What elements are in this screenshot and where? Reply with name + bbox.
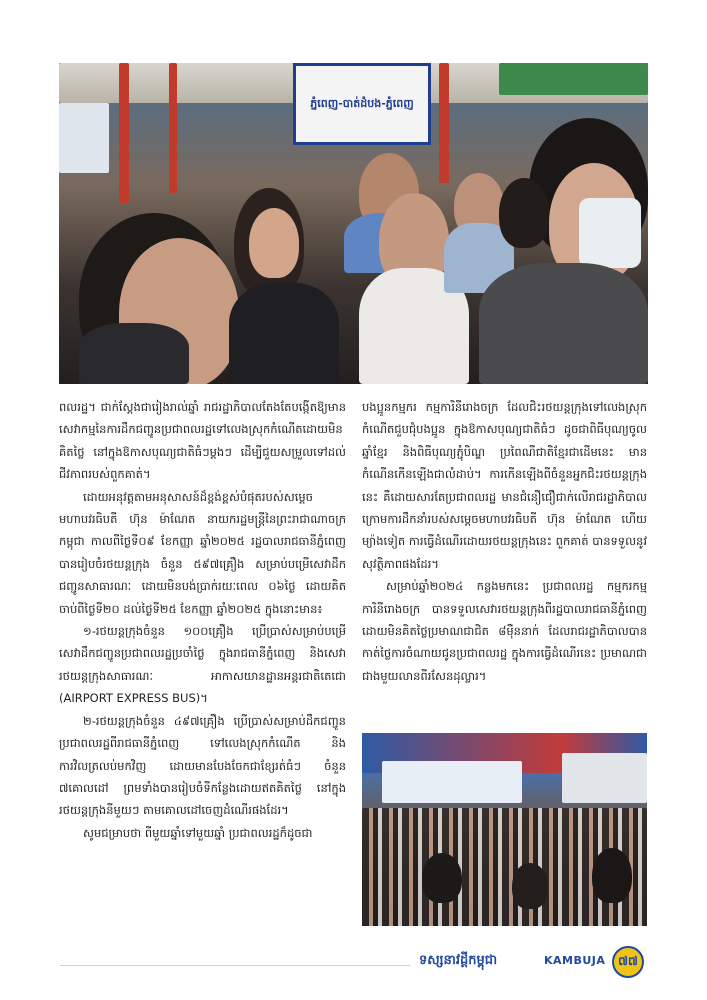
- left-paragraph-1: ពលរដ្ឋ។ ជាក់ស្តែងជារៀងរាល់ឆ្នាំ រាជរដ្ឋាភិបាលតែងតែបង្កើតឱ្យមានសេវាកម្មនៃការដឹកជញ្ជូនប្រជាពលរដ្ឋទៅលេងស្រុកកំណើតដោយមិនគិតថ្លៃ នៅក្នុងឱកាសបុណ្យជាតិធំៗម្តងៗ ដើម្បីជួយសម្រួលទៅដល់ជីវភាពរបស់ពួកគាត់។: [59, 400, 346, 482]
- banner-text: ភ្នំពេញ-បាត់ដំបង-ភ្នំពេញ: [310, 97, 414, 110]
- left-text-column: [59, 396, 346, 844]
- magazine-name: ទស្សនាវដ្តីកម្ពុជា: [419, 953, 498, 968]
- event-banner: [293, 63, 431, 145]
- right-paragraph-1: បងប្អូនកម្មករ កម្មការិនីរោងចក្រ ដែលជិះរថយន្តក្រុងទៅលេងស្រុកកំណើតជួបជុំបងប្អូន ក្នុងឱកាសបុណ្យជាតិធំៗ ដូចជាពិធីបុណ្យចូលឆ្នាំខ្មែរ និងពិធីបុណ្យភ្ជុំបិណ្ឌ ប្រពៃណីជាតិខ្មែរជាដើមនេះ មានកំណើនកើនឡើងជាលំដាប់។ ការកើនឡើងពីចំនួនអ្នកជិះរថយន្តក្រុងនេះ គឺដោយសារតែប្រជាពលរដ្ឋ មានជំនឿជឿជាក់លើរាជរដ្ឋាភិបាល ក្រោមការដឹកនាំរបស់សម្តេចមហាបវរធិបតី ហ៊ុន ម៉ាណែត ហើយម្យ៉ាងទៀត ការធ្វើដំណើរដោយរថយន្តក្រុងនេះ ពួកគាត់ បានទទួលនូវសុវត្ថិភាពផងដែរ។: [362, 400, 647, 571]
- left-paragraph-2: ដោយអនុវត្តតាមអនុសាសន៍ដ៏ខ្ពង់ខ្ពស់បំផុតរបស់សម្តេចមហាបវរធិបតី ហ៊ុន ម៉ាណែត នាយករដ្ឋមន្ត្រីនៃព្រះរាជាណាចក្រកម្ពុជា កាលពីថ្ងៃទី០៩ ខែកញ្ញា ឆ្នាំ២០២៥ រដ្ឋបាលរាជធានីភ្នំពេញ បានរៀបចំរថយន្តក្រុង ចំនួន ៥៩៧គ្រឿង សម្រាប់បម្រើសេវាដឹកជញ្ជូនសាធារណៈ ដោយមិនបង់ប្រាក់រយៈពេល ០៦ថ្ងៃ ដោយគិតចាប់ពីថ្ងៃទី២០ ដល់ថ្ងៃទី២៥ ខែកញ្ញា ឆ្នាំ២០២៥ ក្នុងនោះមាន៖: [59, 489, 346, 616]
- right-paragraph-2: សម្រាប់ឆ្នាំ២០២៤ កន្លងមកនេះ ប្រជាពលរដ្ឋ កម្មករកម្មការិនីរោងចក្រ បានទទួលសេវារថយន្តក្រុងពីរដ្ឋបាលរាជធានីភ្នំពេញ ដោយមិនគិតថ្លៃប្រមាណជាជិត ៨ម៉ឺននាក់ ដែលរាជរដ្ឋាភិបាលបានកាត់ថ្លៃការចំណាយជូនប្រជាពលរដ្ឋ ក្នុងការធ្វើដំណើរនេះ ប្រមាណជាជាងមួយលានពីរសែនដុល្លារ។: [362, 579, 647, 683]
- page-number-text: ៧៧: [618, 954, 638, 968]
- left-paragraph-5: សូមជម្រាបថា ពីមួយឆ្នាំទៅមួយឆ្នាំ ប្រជាពលរដ្ឋក៏ដូចជា: [83, 825, 313, 840]
- page-footer: [0, 940, 707, 1000]
- left-paragraph-3: ១-រថយន្តក្រុងចំនួន ១០០គ្រឿង ប្រើប្រាស់សម្រាប់បម្រើសេវាដឹកជញ្ជូនប្រជាពលរដ្ឋប្រចាំថ្ងៃ ក្នុងរាជធានីភ្នំពេញ និងសេវារថយន្តក្រុងសាធារណៈ អាកាសយានដ្ឋានអន្តរជាតិតេជោ (AIRPORT EXPRESS BUS)។: [59, 624, 346, 706]
- brand-name: KAMBUJA: [544, 954, 606, 967]
- left-paragraph-4: ២-រថយន្តក្រុងចំនួន ៤៩៧គ្រឿង ប្រើប្រាស់សម្រាប់ដឹកជញ្ជូនប្រជាពលរដ្ឋពីរាជធានីភ្នំពេញ ទៅលេងស្រុកកំណើត និងការវិលត្រលប់មកវិញ ដោយមានបែងចែកជាខ្សែរត់ធំៗ ចំនួន ៧គោលដៅ ព្រមទាំងបានរៀបចំទីកន្លែងដោយឥតគិតថ្លៃ នៅក្នុងរថយន្តក្រុងនីមួយៗ តាមគោលដៅចេញដំណើរផងដែរ។: [59, 713, 346, 818]
- right-text-column: [362, 396, 647, 687]
- footer-rule: [60, 965, 410, 966]
- page-number: [612, 946, 644, 978]
- bottom-photo: [362, 733, 647, 926]
